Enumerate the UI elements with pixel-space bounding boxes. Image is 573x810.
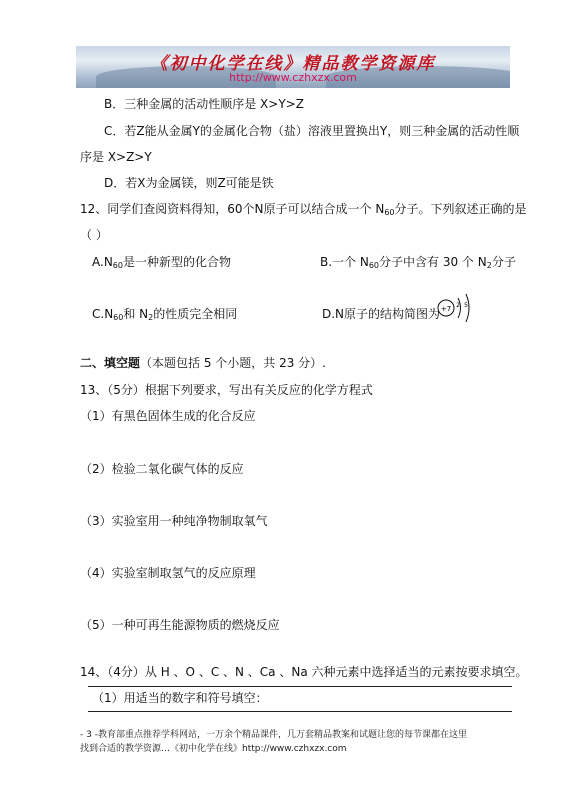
shell-2-electrons: 5: [464, 302, 468, 309]
q13-item-1: （1）有黑色固体生成的化合反应: [80, 409, 256, 423]
q11-option-c-line2: 序是 X>Z>Y: [80, 150, 152, 164]
q11-option-c-line1: C．若Z能从金属Y的金属化合物（盐）溶液里置换出Y，则三种金属的活动性顺: [104, 124, 520, 138]
q12-stem-pre: 12、同学们查阅资料得知，60个N原子可以结合成一个 N: [80, 202, 385, 216]
q12-option-b-mid: 分子中含有 30 个 N: [379, 255, 487, 269]
q12-option-a: [92, 254, 231, 270]
section2-note: （本题包括 5 个小题，共 23 分）.: [140, 356, 326, 370]
q13-item-4: （4）实验室制取氢气的反应原理: [80, 566, 256, 580]
q12-option-c: [92, 306, 237, 322]
q12-answer-paren: （ ）: [80, 228, 108, 242]
q13-item-5: （5）一种可再生能源物质的燃烧反应: [80, 618, 280, 632]
q12-stem: [80, 201, 527, 217]
footer-line-2: 找到合适的教学资源…《初中化学在线》http://www.czhxzx.com: [80, 744, 347, 754]
q12-option-a-pre: A.N: [92, 255, 113, 269]
q11-option-b: B．三种金属的活动性顺序是 X>Y>Z: [104, 97, 304, 111]
q12-option-c-post: 的性质完全相同: [153, 307, 238, 321]
q14-sub-1: （1）用适当的数字和符号填空：: [92, 691, 268, 705]
q14-stem: 14、（4分）从 H 、O 、C 、N 、Ca 、Na 六种元素中选择适当的元素按要求填空。: [80, 665, 528, 679]
q12-option-b-pre: B.一个 N: [320, 255, 369, 269]
q12-stem-post: 分子。下列叙述正确的是: [394, 202, 527, 216]
q12-option-c-sub: 60: [113, 313, 124, 322]
q13-stem: 13、（5分）根据下列要求，写出有关反应的化学方程式: [80, 383, 373, 397]
header-banner: [76, 46, 510, 88]
shell-1-electrons: 2: [456, 302, 460, 309]
q12-option-c-mid: 和 N: [123, 307, 149, 321]
q13-item-3: （3）实验室用一种纯净物制取氧气: [80, 514, 268, 528]
nucleus-charge: +7: [440, 305, 452, 313]
q12-option-d: D.N原子的结构简图为: [322, 307, 441, 321]
q12-option-a-sub: 60: [112, 261, 123, 270]
q11-option-d: D．若X为金属镁，则Z可能是铁: [104, 176, 274, 190]
q12-option-c-pre: C.N: [92, 307, 114, 321]
q12-stem-sub: 60: [384, 208, 395, 217]
q12-option-b: [320, 254, 516, 270]
section2-heading: [80, 355, 326, 371]
q13-item-2: （2）检验二氧化碳气体的反应: [80, 462, 244, 476]
banner-title: 《初中化学在线》精品教学资源库: [150, 54, 436, 74]
q12-option-b-post: 分子: [491, 255, 516, 269]
q14-rule-bottom: [88, 711, 512, 712]
footer-line-1: - 3 -教育部重点推荐学科网站，一万余个精品课件，几万套精品教案和试题让您的每节课都在这里: [80, 730, 467, 740]
banner-url[interactable]: http://www.czhxzx.com: [229, 71, 357, 84]
section2-title: 二、填空题: [80, 356, 141, 370]
q12-option-b-sub2: 2: [486, 261, 492, 270]
q14-rule-top: [88, 686, 512, 687]
nitrogen-atom-diagram: [436, 286, 478, 330]
q12-option-a-post: 是一种新型的化合物: [122, 255, 231, 269]
q12-option-b-sub: 60: [368, 261, 380, 270]
q12-option-c-sub2: 2: [148, 313, 154, 322]
